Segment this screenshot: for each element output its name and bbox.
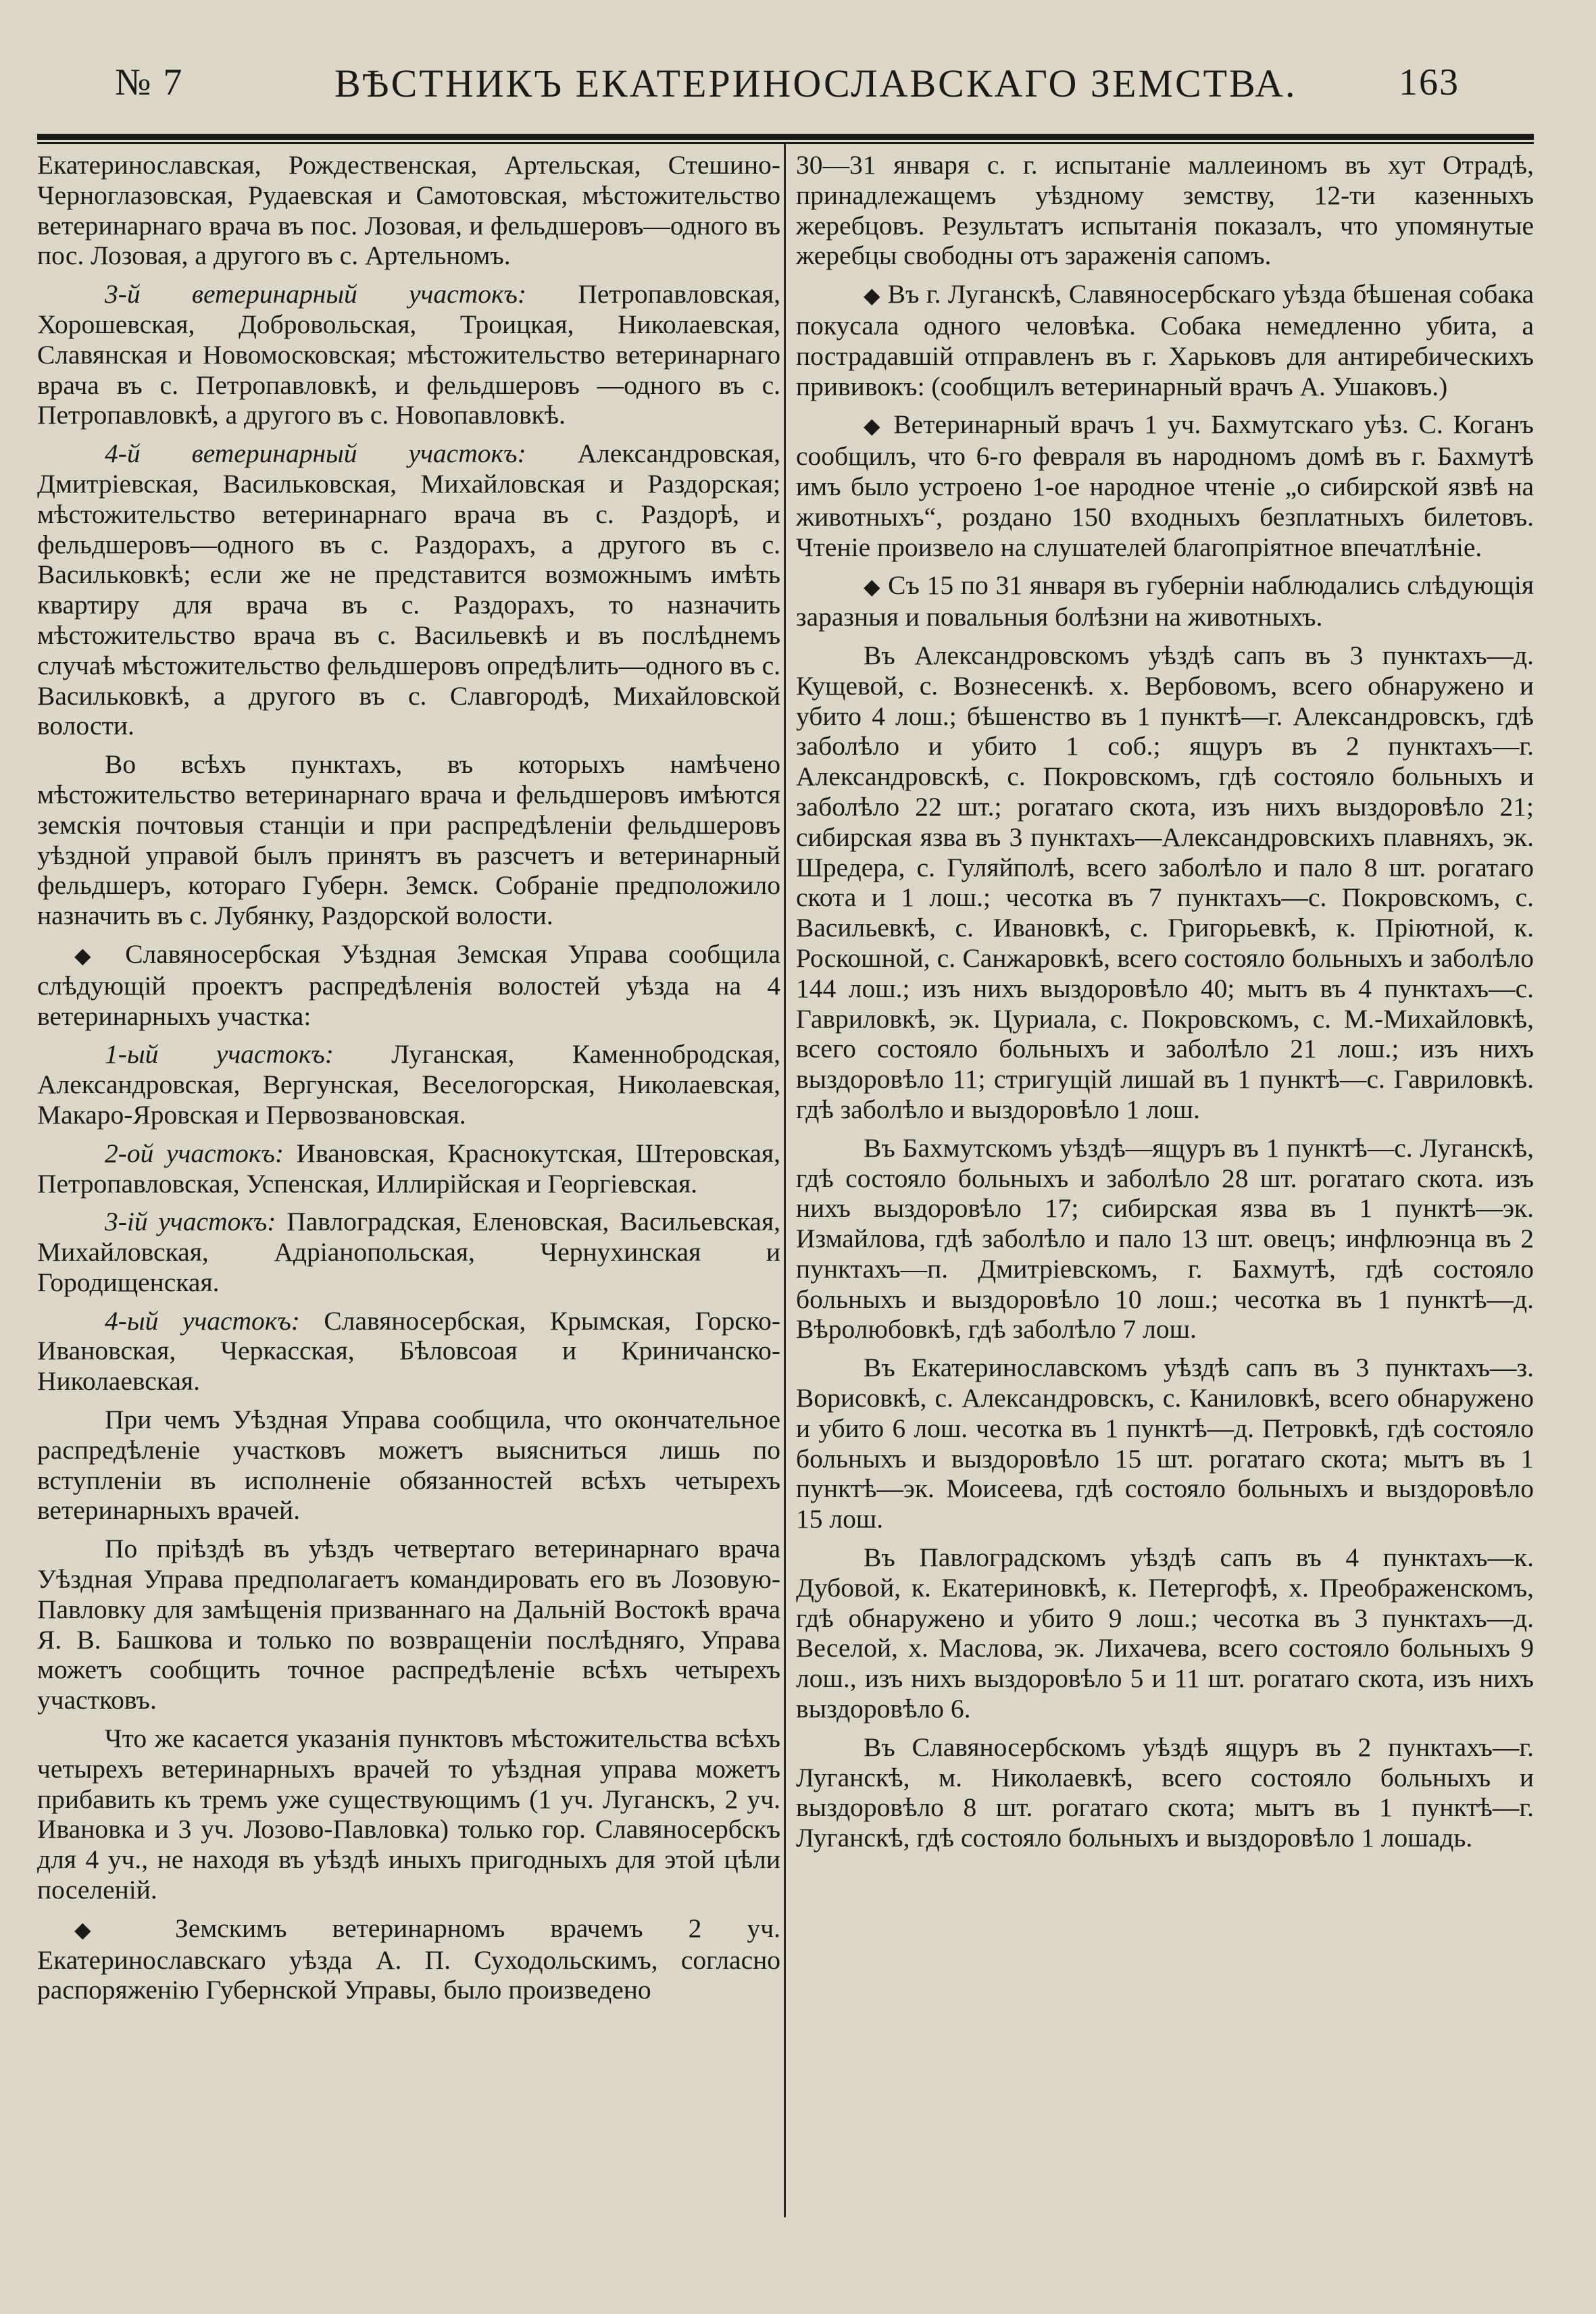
right-column xyxy=(796,150,1534,1861)
diamond-marker-icon: ◆ xyxy=(74,1917,130,1942)
paragraph: Въ Александровскомъ уѣздѣ сапъ въ 3 пунктахъ—д. Кущевой, с. Вознесенкѣ. х. Вербовомъ, всего обнаружено и убито 4 лош.; бѣшенство въ 1 пунктѣ—г. Александровскъ, гдѣ заболѣло и убито 1 соб.; ящуръ въ 2 пунктахъ—г. Александровскѣ, с. Покровскомъ, гдѣ состояло больныхъ и заболѣло 22 шт.; рогатаго скота, изъ нихъ выздоровѣло 21; сибирская язва въ 3 пунктахъ—Александровскихъ плавняхъ, эк. Шредера, с. Гуляйполѣ, всего заболѣло и пало 8 шт. рогатаго скота и 1 лош.; чесотка въ 7 пунктахъ—с. Покровскомъ, с. Васильевкѣ, с. Ивановкѣ, с. Григорьевкѣ, к. Пріютной, к. Роскошной, с. Санжаровкѣ, всего состояло больныхъ и заболѣло 144 лош.; изъ нихъ выздоровѣло 40; мытъ въ 4 пунктахъ—с. Гавриловкѣ, эк. Цуриала, с. Покровскомъ, с. М.-Михайловкѣ, всего состояло больныхъ и заболѣло 21 лош.; изъ нихъ выздоровѣло 11; стригущій лишай въ 1 пунктѣ—с. Гавриловкѣ. гдѣ заболѣло и выздоровѣло 1 лош. xyxy=(796,640,1534,1124)
diamond-marker-icon: ◆ xyxy=(74,942,105,967)
paragraph: 3-ій участокъ: Павлоградская, Еленовская, Васильевская, Михайловская, Адріанопольская, Чернухинская и Городищенская. xyxy=(37,1207,780,1297)
left-column xyxy=(37,150,780,2013)
paragraph: 4-ый участокъ: Славяносербская, Крымская, Горско-Ивановская, Черкасская, Бѣловсоая и Криничанско-Николаевская. xyxy=(37,1305,780,1397)
section-heading: 1-ый участокъ: xyxy=(105,1039,334,1070)
diamond-marker-icon: ◆ xyxy=(864,574,881,599)
paragraph: ◆ Земскимъ ветеринарномъ врачемъ 2 уч. Екатеринославскаго уѣзда А. П. Суходольскимъ, согласно распоряженію Губернской Управы, было произведено xyxy=(37,1913,781,2005)
paragraph: Въ Екатеринославскомъ уѣздѣ сапъ въ 3 пунктахъ—з. Ворисовкѣ, с. Александровскъ, с. Каниловкѣ, всего обнаружено и убито 6 лош. чесотка въ 1 пунктѣ—д. Петровкѣ, гдѣ состояло больныхъ и выздоровѣло 15 шт. рогатаго скота; мытъ въ 1 пунктѣ—эк. Моисеева, гдѣ состояло больныхъ и выздоровѣло 15 лош. xyxy=(796,1353,1534,1534)
page-header xyxy=(101,61,1473,115)
paragraph: 1-ый участокъ: Луганская, Каменнобродская, Александровская, Вергунская, Веселогорская, Николаевская, Макаро-Яровская и Первозвановская. xyxy=(37,1039,780,1130)
issue-number: № 7 xyxy=(115,61,184,103)
paragraph: ◆ Ветеринарный врачъ 1 уч. Бахмутскаго уѣз. С. Коганъ сообщилъ, что 6-го февраля въ народномъ домѣ въ г. Бахмутѣ имъ было устроено 1-ое народное чтеніе „о сибирской язвѣ на животныхъ“, роздано 150 входныхъ безплатныхъ билетовъ. Чтеніе произвело на слушателей благопріятное впечатлѣніе. xyxy=(796,409,1534,562)
paragraph: При чемъ Уѣздная Управа сообщила, что окончательное распредѣленіе участковъ можетъ выясниться лишь по вступленіи въ исполненіе обязанностей всѣхъ четырехъ ветеринарныхъ врачей. xyxy=(37,1405,780,1526)
paragraph: Екатеринославская, Рождественская, Артельская, Стешино-Черноглазовская, Рудаевская и Самотовская, мѣстожительство ветеринарнаго врача въ пос. Лозовая, и фельдшеровъ—одного въ пос. Лозовая, а другого въ с. Артельномъ. xyxy=(37,150,780,271)
periodical-title: ВѢСТНИКЪ ЕКАТЕРИНОСЛАВСКАГО ЗЕМСТВА. xyxy=(334,61,1297,105)
header-rule-thick xyxy=(37,134,1534,140)
section-heading: 4-ый участокъ: xyxy=(105,1305,300,1336)
paragraph: 30—31 января с. г. испытаніе маллеиномъ въ хут Отрадѣ, принадлежащемъ уѣздному земству, 12-ти казенныхъ жеребцовъ. Результатъ испытанія показалъ, что упомянутые жеребцы свободны отъ зараженія сапомъ. xyxy=(796,150,1534,271)
paragraph: ◆ Славяносербская Уѣздная Земская Управа сообщила слѣдующій проектъ распредѣленія волостей уѣзда на 4 ветеринарныхъ участка: xyxy=(37,938,780,1031)
page-number: 163 xyxy=(1399,61,1460,103)
diamond-marker-icon: ◆ xyxy=(864,413,884,438)
paragraph: 4-й ветеринарный участокъ: Александровская, Дмитріевская, Васильковская, Михайловская и Раздорская; мѣстожительство ветеринарнаго врача въ с. Раздорѣ, и фельдшеровъ—одного въ с. Раздорахъ, а другого въ с. Васильковкѣ; если же не представится возможнымъ имѣть квартиру для врача въ с. Раздорахъ, то назначить мѣстожительство врача въ с. Васильевкѣ и въ послѣднемъ случаѣ мѣстожительство фельдшеровъ опредѣлить—одного въ с. Васильковкѣ, а другого въ с. Славгородѣ, Михайловской волости. xyxy=(37,438,780,741)
paragraph: Въ Павлоградскомъ уѣздѣ сапъ въ 4 пунктахъ—к. Дубовой, к. Екатериновкѣ, к. Петергофѣ, х. Преображенскомъ, гдѣ обнаружено и убито 9 лош.; чесотка въ 3 пунктахъ—д. Веселой, х. Маслова, эк. Лихачева, всего состояло больныхъ 9 лош., изъ нихъ выздоровѣло 5 и 11 шт. рогатаго скота, изъ нихъ выздоровѣло 6. xyxy=(796,1542,1534,1724)
column-divider xyxy=(784,143,786,2217)
section-heading: 4-й ветеринарный участокъ: xyxy=(105,438,526,469)
paragraph: Въ Бахмутскомъ уѣздѣ—ящуръ въ 1 пунктѣ—с. Луганскѣ, гдѣ состояло больныхъ и заболѣло 28 шт. рогатаго скота. изъ нихъ выздоровѣло 17; сибирская язва въ 1 пунктѣ—эк. Измайлова, гдѣ заболѣло и пало 13 шт. овецъ; инфлюэнца въ 2 пунктахъ—п. Дмитріевскомъ, г. Бахмутѣ, гдѣ состояло больныхъ и выздоровѣло 10 лош.; чесотка въ 1 пунктѣ—д. Вѣролюбовкѣ, гдѣ заболѣло 7 лош. xyxy=(796,1132,1534,1344)
paragraph: Что же касается указанія пунктовъ мѣстожительства всѣхъ четырехъ ветеринарныхъ врачей то уѣздная управа можетъ прибавить къ тремъ уже существующимъ (1 уч. Луганскъ, 2 уч. Ивановка и 3 уч. Лозово-Павловка) только гор. Славяносербскъ для 4 уч., не находя въ уѣздѣ иныхъ пригодныхъ для этой цѣли поселеній. xyxy=(37,1724,780,1905)
section-heading: 3-ій участокъ: xyxy=(105,1207,276,1237)
paragraph: 3-й ветеринарный участокъ: Петропавловская, Хорошевская, Добровольская, Троицкая, Николаевская, Славянская и Новомосковская; мѣстожительство ветеринарнаго врача въ с. Петропавловкѣ, и фельдшеровъ —одного въ с. Петропавловкѣ, а другого въ с. Новопавловкѣ. xyxy=(37,279,780,430)
paragraph: ◆ Въ г. Луганскѣ, Славяносербскаго уѣзда бѣшеная собака покусала одного человѣка. Собака немедленно убита, а пострадавшій отправленъ въ г. Харьковъ для антиребическихъ прививокъ: (сообщилъ ветеринарный врачъ А. Ушаковъ.) xyxy=(796,279,1535,401)
paragraph: По пріѣздѣ въ уѣздъ четвертаго ветеринарнаго врача Уѣздная Управа предполагаетъ командировать его въ Лозовую-Павловку для замѣщенія призваннаго на Дальній Востокѣ врача Я. В. Башкова и только по возвращеніи послѣдняго, Управа можетъ сообщить точное распредѣленіе всѣхъ четырехъ участковъ. xyxy=(37,1534,780,1715)
paragraph: Въ Славяносербскомъ уѣздѣ ящуръ въ 2 пунктахъ—г. Луганскѣ, м. Николаевкѣ, всего состояло больныхъ и выздоровѣло 8 шт. рогатаго скота; мытъ въ 1 пунктѣ—г. Луганскѣ, гдѣ состояло больныхъ и выздоровѣло 1 лошадь. xyxy=(796,1732,1534,1853)
section-heading: 3-й ветеринарный участокъ: xyxy=(105,279,527,309)
paragraph: Во всѣхъ пунктахъ, въ которыхъ намѣчено мѣстожительство ветеринарнаго врача и фельдшеровъ имѣются земскія почтовыя станціи и при распредѣленіи фельдшеровъ уѣздной управой былъ принятъ въ разсчетъ и ветеринарный фельдшеръ, котораго Губерн. Земск. Собраніе предположило назначить въ с. Лубянку, Раздорской волости. xyxy=(37,749,780,931)
paragraph: ◆ Съ 15 по 31 января въ губерніи наблюдались слѣдующія заразныя и повальныя болѣзни на животныхъ. xyxy=(796,570,1535,632)
diamond-marker-icon: ◆ xyxy=(864,283,881,308)
section-heading: 2-ой участокъ: xyxy=(105,1138,284,1168)
paragraph: 2-ой участокъ: Ивановская, Краснокутская, Штеровская, Петропавловская, Успенская, Иллирійская и Георгіевская. xyxy=(37,1138,780,1199)
